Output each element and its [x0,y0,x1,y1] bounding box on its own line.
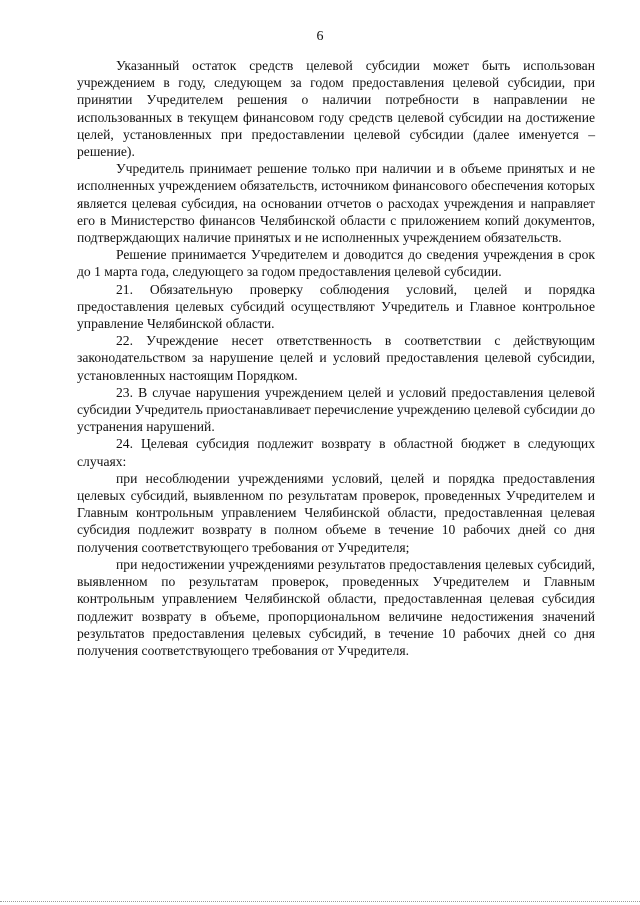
paragraph-decision-deadline: Решение принимается Учредителем и доводится до сведения учреждения в срок до 1 марта года, следующего за годом предоставления целевой субсидии. [77,247,595,280]
paragraph-founder-decision: Учредитель принимает решение только при наличии и в объеме принятых и не исполненных учреждением обязательств, источником финансового обеспечения которых является целевая субсидия, на основании отчетов о расходах учреждения и направляет его в Министерство финансов Челябинской области с приложением копий документов, подтверждающих наличие принятых и не исполненных учреждением обязательств. [77,161,595,246]
paragraph-item-22: 22. Учреждение несет ответственность в соответствии с действующим законодательством за нарушение целей и условий предоставления целевой субсидии, установленных настоящим Порядком. [77,333,595,383]
document-body [77,57,595,659]
paragraph-item-23: 23. В случае нарушения учреждением целей и условий предоставления целевой субсидии Учредитель приостанавливает перечисление учреждению целевой субсидии до устранения нарушений. [77,384,595,435]
page-bottom-rule [0,901,640,902]
page-number: 6 [316,29,324,44]
paragraph-subsidy-balance: Указанный остаток средств целевой субсидии может быть использован учреждением в году, следующем за годом предоставления целевой субсидии, при принятии Учредителем решения о наличии потребности в направлении не использованных в текущем финансовом году средств целевой субсидии на достижение целей, установленных при предоставлении целевой субсидии (далее именуется – решение). [77,58,595,160]
paragraph-case-noncompliance: при несоблюдении учреждениями условий, целей и порядка предоставления целевых субсидий, выявленном по результатам проверок, проведенных Учредителем и Главным контрольным управлением Челябинской области, предоставленная целевая субсидия подлежит возврату в полном объеме в течение 10 рабочих дней со дня получения соответствующего требования от Учредителя; [77,470,595,555]
paragraph-case-nonachievement: при недостижении учреждениями результатов предоставления целевых субсидий, выявленном по результатам проверок, проведенных Учредителем и Главным контрольным управлением Челябинской области, предоставленная целевая субсидия подлежит возврату в объеме, пропорциональном величине недостижения значений результатов предоставления целевых субсидий, в течение 10 рабочих дней со дня получения соответствующего требования от Учредителя. [77,556,595,658]
paragraph-item-24: 24. Целевая субсидия подлежит возврату в областной бюджет в следующих случаях: [77,436,595,469]
paragraph-item-21: 21. Обязательную проверку соблюдения условий, целей и порядка предоставления целевых субсидий осуществляют Учредитель и Главное контрольное управление Челябинской области. [77,281,595,332]
